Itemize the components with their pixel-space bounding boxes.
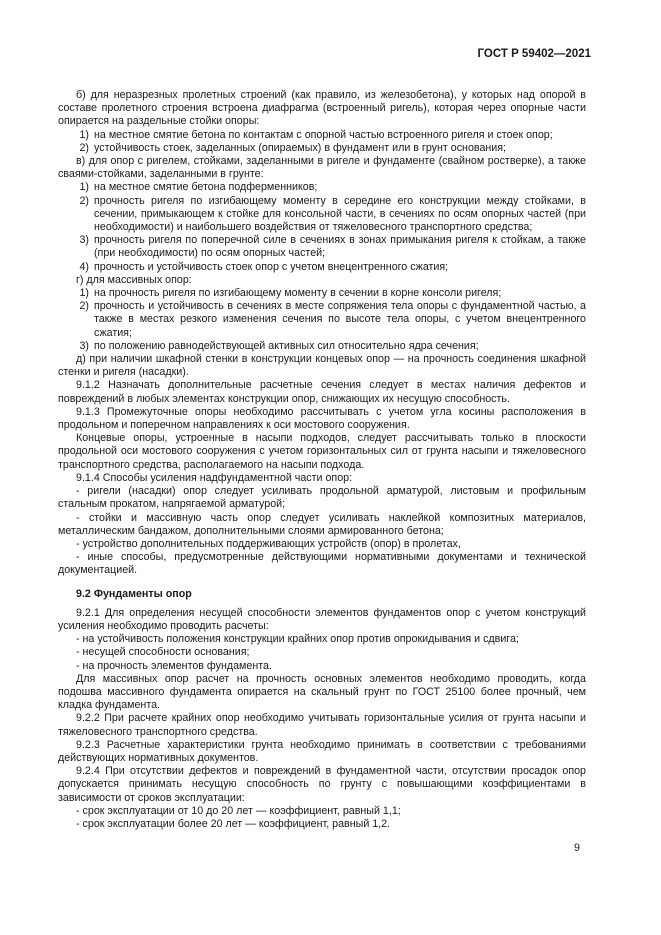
numbered-item [58, 129, 586, 142]
numbered-item [58, 287, 586, 300]
list-paragraph: - срок эксплуатации от 10 до 20 лет — коэффициент, равный 1,1; [76, 804, 401, 817]
paragraph: 9.2.4 При отсутствии дефектов и повреждений в фундаментной части, отсутствии просадок опор допускается принимать несущую способность по грунту с повышающими коэффициентами в зависимости от сроков эксплуатации: [58, 765, 586, 804]
item-text: по положению равнодействующей активных сил относительно ядра сечения; [94, 339, 479, 352]
paragraph: 9.2.2 При расчете крайних опор необходимо учитывать горизонтальные усилия от грунта насыпи и тяжеловесного транспортного средства. [58, 712, 586, 738]
paragraph: 9.1.3 Промежуточные опоры необходимо рассчитывать с учетом угла косины расположения в продольном и поперечном направлениях к оси мостового сооружения. [58, 405, 586, 432]
list-paragraph: - на прочность элементов фундамента. [76, 659, 272, 672]
numbered-item [58, 181, 586, 194]
paragraph: д) при наличии шкафной стенки в конструкции концевых опор — на прочность соединения шкафной стенки и ригеля (насадки). [58, 353, 586, 379]
item-text: прочность и устойчивость стоек опор с учетом внецентренного сжатия; [94, 260, 449, 273]
list-paragraph: - срок эксплуатации более 20 лет — коэффициент, равный 1,2. [76, 817, 391, 830]
item-text: прочность ригеля по поперечной силе в сечениях в зонах примыкания ригеля к стойкам, а также (при необходимости) по осям опорных частей; [94, 234, 586, 260]
item-number: 3) [79, 339, 89, 352]
list-paragraph: - на устойчивость положения конструкции крайних опор против опрокидывания и сдвига; [76, 633, 519, 646]
item-number: 1) [79, 128, 89, 141]
item-text: устойчивость стоек, заделанных (опираемых) в фундамент или в грунт основания; [94, 141, 507, 154]
item-number: 3) [79, 234, 89, 247]
document-id-header: ГОСТ Р 59402—2021 [477, 48, 591, 60]
list-paragraph: - ригели (насадки) опор следует усиливать продольной арматурой, листовым и профильным стальным прокатом, напрягаемой арматурой; [58, 485, 586, 511]
item-number: 1) [79, 181, 89, 194]
paragraph: г) для массивных опор: [76, 273, 192, 286]
list-paragraph: - иные способы, предусмотренные действующими нормативными документами и технической документацией. [58, 551, 586, 577]
paragraph: 9.1.4 Способы усиления надфундаментной части опор: [76, 471, 353, 484]
item-number: 2) [79, 141, 89, 154]
paragraph: Концевые опоры, устроенные в насыпи подходов, следует рассчитывать только в плоскости продольной оси мостового сооружения с учетом горизонтальных сил от грунта насыпи и тяжеловесного транспортного средства, располагаемого на насыпи подхода. [58, 432, 586, 471]
item-text: на прочность ригеля по изгибающему моменту в сечении в корне консоли ригеля; [94, 287, 502, 300]
page-number: 9 [574, 842, 580, 854]
item-text: прочность и устойчивость в сечениях в месте сопряжения тела опоры с фундаментной частью, а также в местах резкого изменения сечения по высоте тела опоры, с учетом внецентренного сжатия; [94, 300, 586, 339]
document-body [58, 89, 586, 831]
item-number: 1) [79, 287, 89, 300]
paragraph: 9.2.3 Расчетные характеристики грунта необходимо принимать в соответствии с требованиями действующих нормативных документов. [58, 738, 586, 764]
numbered-item [58, 195, 586, 235]
numbered-item [58, 261, 586, 274]
item-text: на местное смятие бетона по контактам с опорной частью встроенного ригеля и стоек опор; [94, 128, 553, 141]
item-number: 4) [79, 260, 89, 273]
section-heading: 9.2 Фундаменты опор [76, 587, 192, 600]
paragraph: в) для опор с ригелем, стойками, заделанными в ригеле и фундаменте (свайном ростверке), а также сваями-стойками, заделанными в грунте: [58, 155, 586, 181]
numbered-item [58, 340, 586, 353]
numbered-item [58, 234, 586, 260]
item-number: 2) [79, 300, 89, 313]
list-paragraph: - устройство дополнительных поддерживающих устройств (опор) в пролетах, [76, 537, 461, 550]
paragraph: б) для неразрезных пролетных строений (как правило, из железобетона), у которых над опорой в составе пролетного строения встроена диафрагма (встроенный ригель), которая через опорные части опирается на раздельные стойки опоры: [58, 89, 586, 128]
numbered-item [58, 142, 586, 155]
numbered-item [58, 300, 586, 340]
paragraph: 9.1.2 Назначать дополнительные расчетные сечения следует в местах наличия дефектов и повреждений в любых элементах конструкции опор, снижающих их несущую способность. [58, 379, 586, 405]
item-number: 2) [79, 194, 89, 207]
paragraph: Для массивных опор расчет на прочность основных элементов необходимо проводить, когда подошва массивного фундамента опирается на скальный грунт по ГОСТ 25100 более прочный, чем кладка фундамента. [58, 672, 586, 712]
list-paragraph: - стойки и массивную часть опор следует усиливать наклейкой композитных материалов, металлическим бандажом, дополнительными слоями армированного бетона; [58, 511, 586, 537]
item-text: на местное смятие бетона подферменников; [94, 181, 318, 194]
list-paragraph: - несущей способности основания; [76, 646, 250, 659]
item-text: прочность ригеля по изгибающему моменту в середине его конструкции между стойками, в сечении, примыкающем к стойке для консольной части, в сечениях по осям опорных частей (при необходимости) и наибольшего воздействия от тяжеловесного транспортного средства; [94, 194, 586, 234]
paragraph: 9.2.1 Для определения несущей способности элементов фундаментов опор с учетом конструкций усиления необходимо проводить расчеты: [58, 606, 586, 632]
